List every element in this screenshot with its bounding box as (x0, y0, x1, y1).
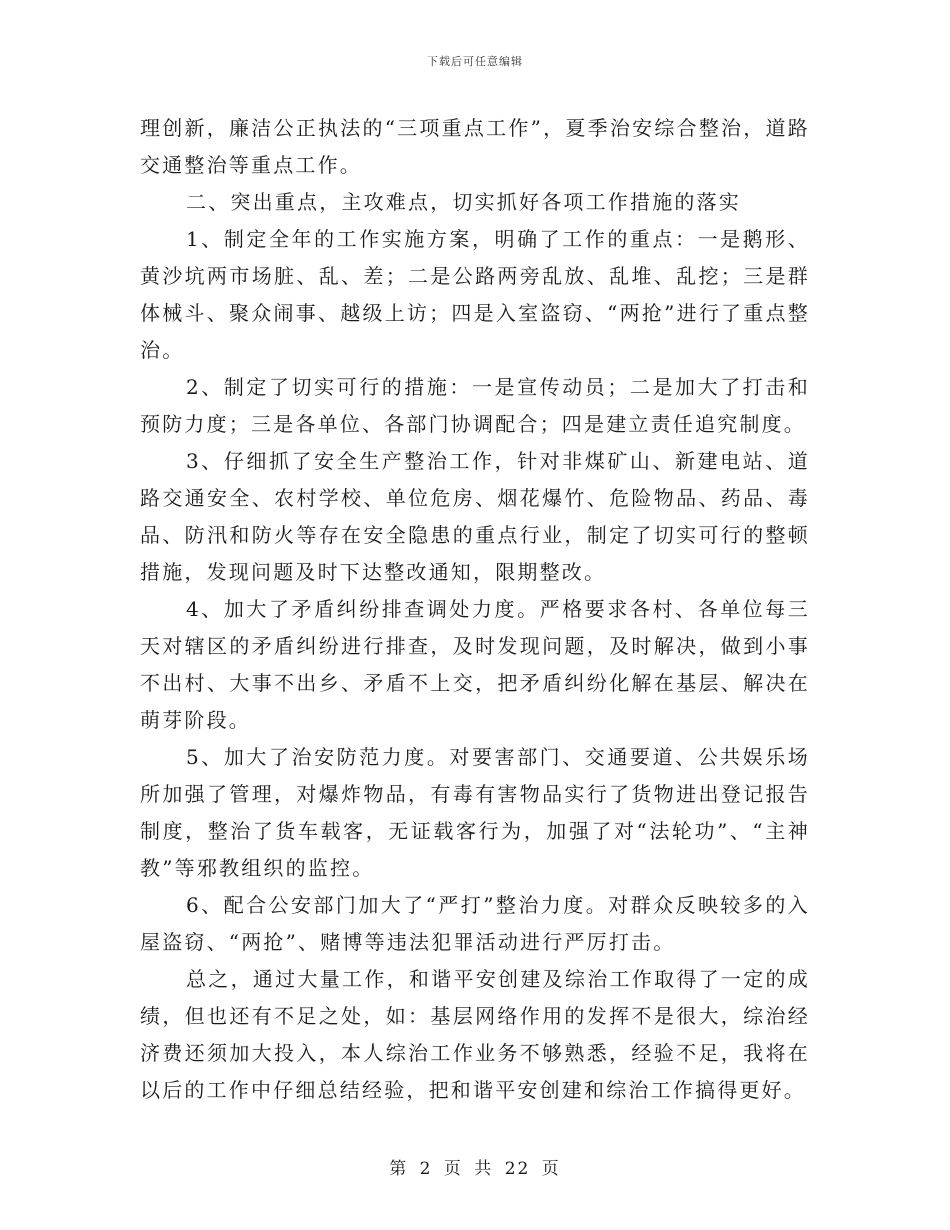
section-heading: 二、突出重点，主攻难点，切实抓好各项工作措施的落实 (186, 190, 741, 214)
paragraph-summary: 总之，通过大量工作，和谐平安创建及综治工作取得了一定的成绩，但也还有不足之处，如：基层网络作用的发挥不是很大，综治经济费还须加大投入，本人综治工作业务不够熟悉，经验不足，我将在以后的工作中仔细总结经验，把和谐平安创建和综治工作搞得更好。 (140, 967, 810, 1102)
paragraph-item-2: 2、制定了切实可行的措施：一是宣传动员；二是加大了打击和预防力度；三是各单位、各部门协调配合；四是建立责任追究制度。 (140, 375, 810, 436)
paragraph-item-3: 3、仔细抓了安全生产整治工作，针对非煤矿山、新建电站、道路交通安全、农村学校、单位危房、烟花爆竹、危险物品、药品、毒品、防汛和防火等存在安全隐患的重点行业，制定了切实可行的整顿措施，发现问题及时下达整改通知，限期整改。 (140, 449, 810, 584)
page-header: 下载后可任意编辑 (427, 55, 523, 68)
paragraph-item-1: 1、制定全年的工作实施方案，明确了工作的重点：一是鹅形、黄沙坑两市场脏、乱、差；二是公路两旁乱放、乱堆、乱挖；三是群体械斗、聚众闹事、越级上访；四是入室盗窃、“两抢”进行了重点整治。 (140, 227, 810, 362)
document-body (140, 110, 810, 1109)
page-number: 第 2 页 共 22 页 (389, 1159, 561, 1179)
paragraph-item-6: 6、配合公安部门加大了“严打”整治力度。对群众反映较多的入屋盗窃、“两抢”、赌博等违法犯罪活动进行严厉打击。 (140, 893, 810, 954)
paragraph-item-5: 5、加大了治安防范力度。对要害部门、交通要道、公共娱乐场所加强了管理，对爆炸物品，有毒有害物品实行了货物进出登记报告制度，整治了货车载客，无证载客行为，加强了对“法轮功”、“主神教”等邪教组织的监控。 (140, 745, 810, 880)
paragraph-continuation: 理创新，廉洁公正执法的“三项重点工作”，夏季治安综合整治，道路交通整治等重点工作。 (140, 116, 810, 177)
paragraph-item-4: 4、加大了矛盾纠纷排查调处力度。严格要求各村、各单位每三天对辖区的矛盾纠纷进行排查，及时发现问题，及时解决，做到小事不出村、大事不出乡、矛盾不上交，把矛盾纠纷化解在基层、解决在萌芽阶段。 (140, 597, 810, 732)
